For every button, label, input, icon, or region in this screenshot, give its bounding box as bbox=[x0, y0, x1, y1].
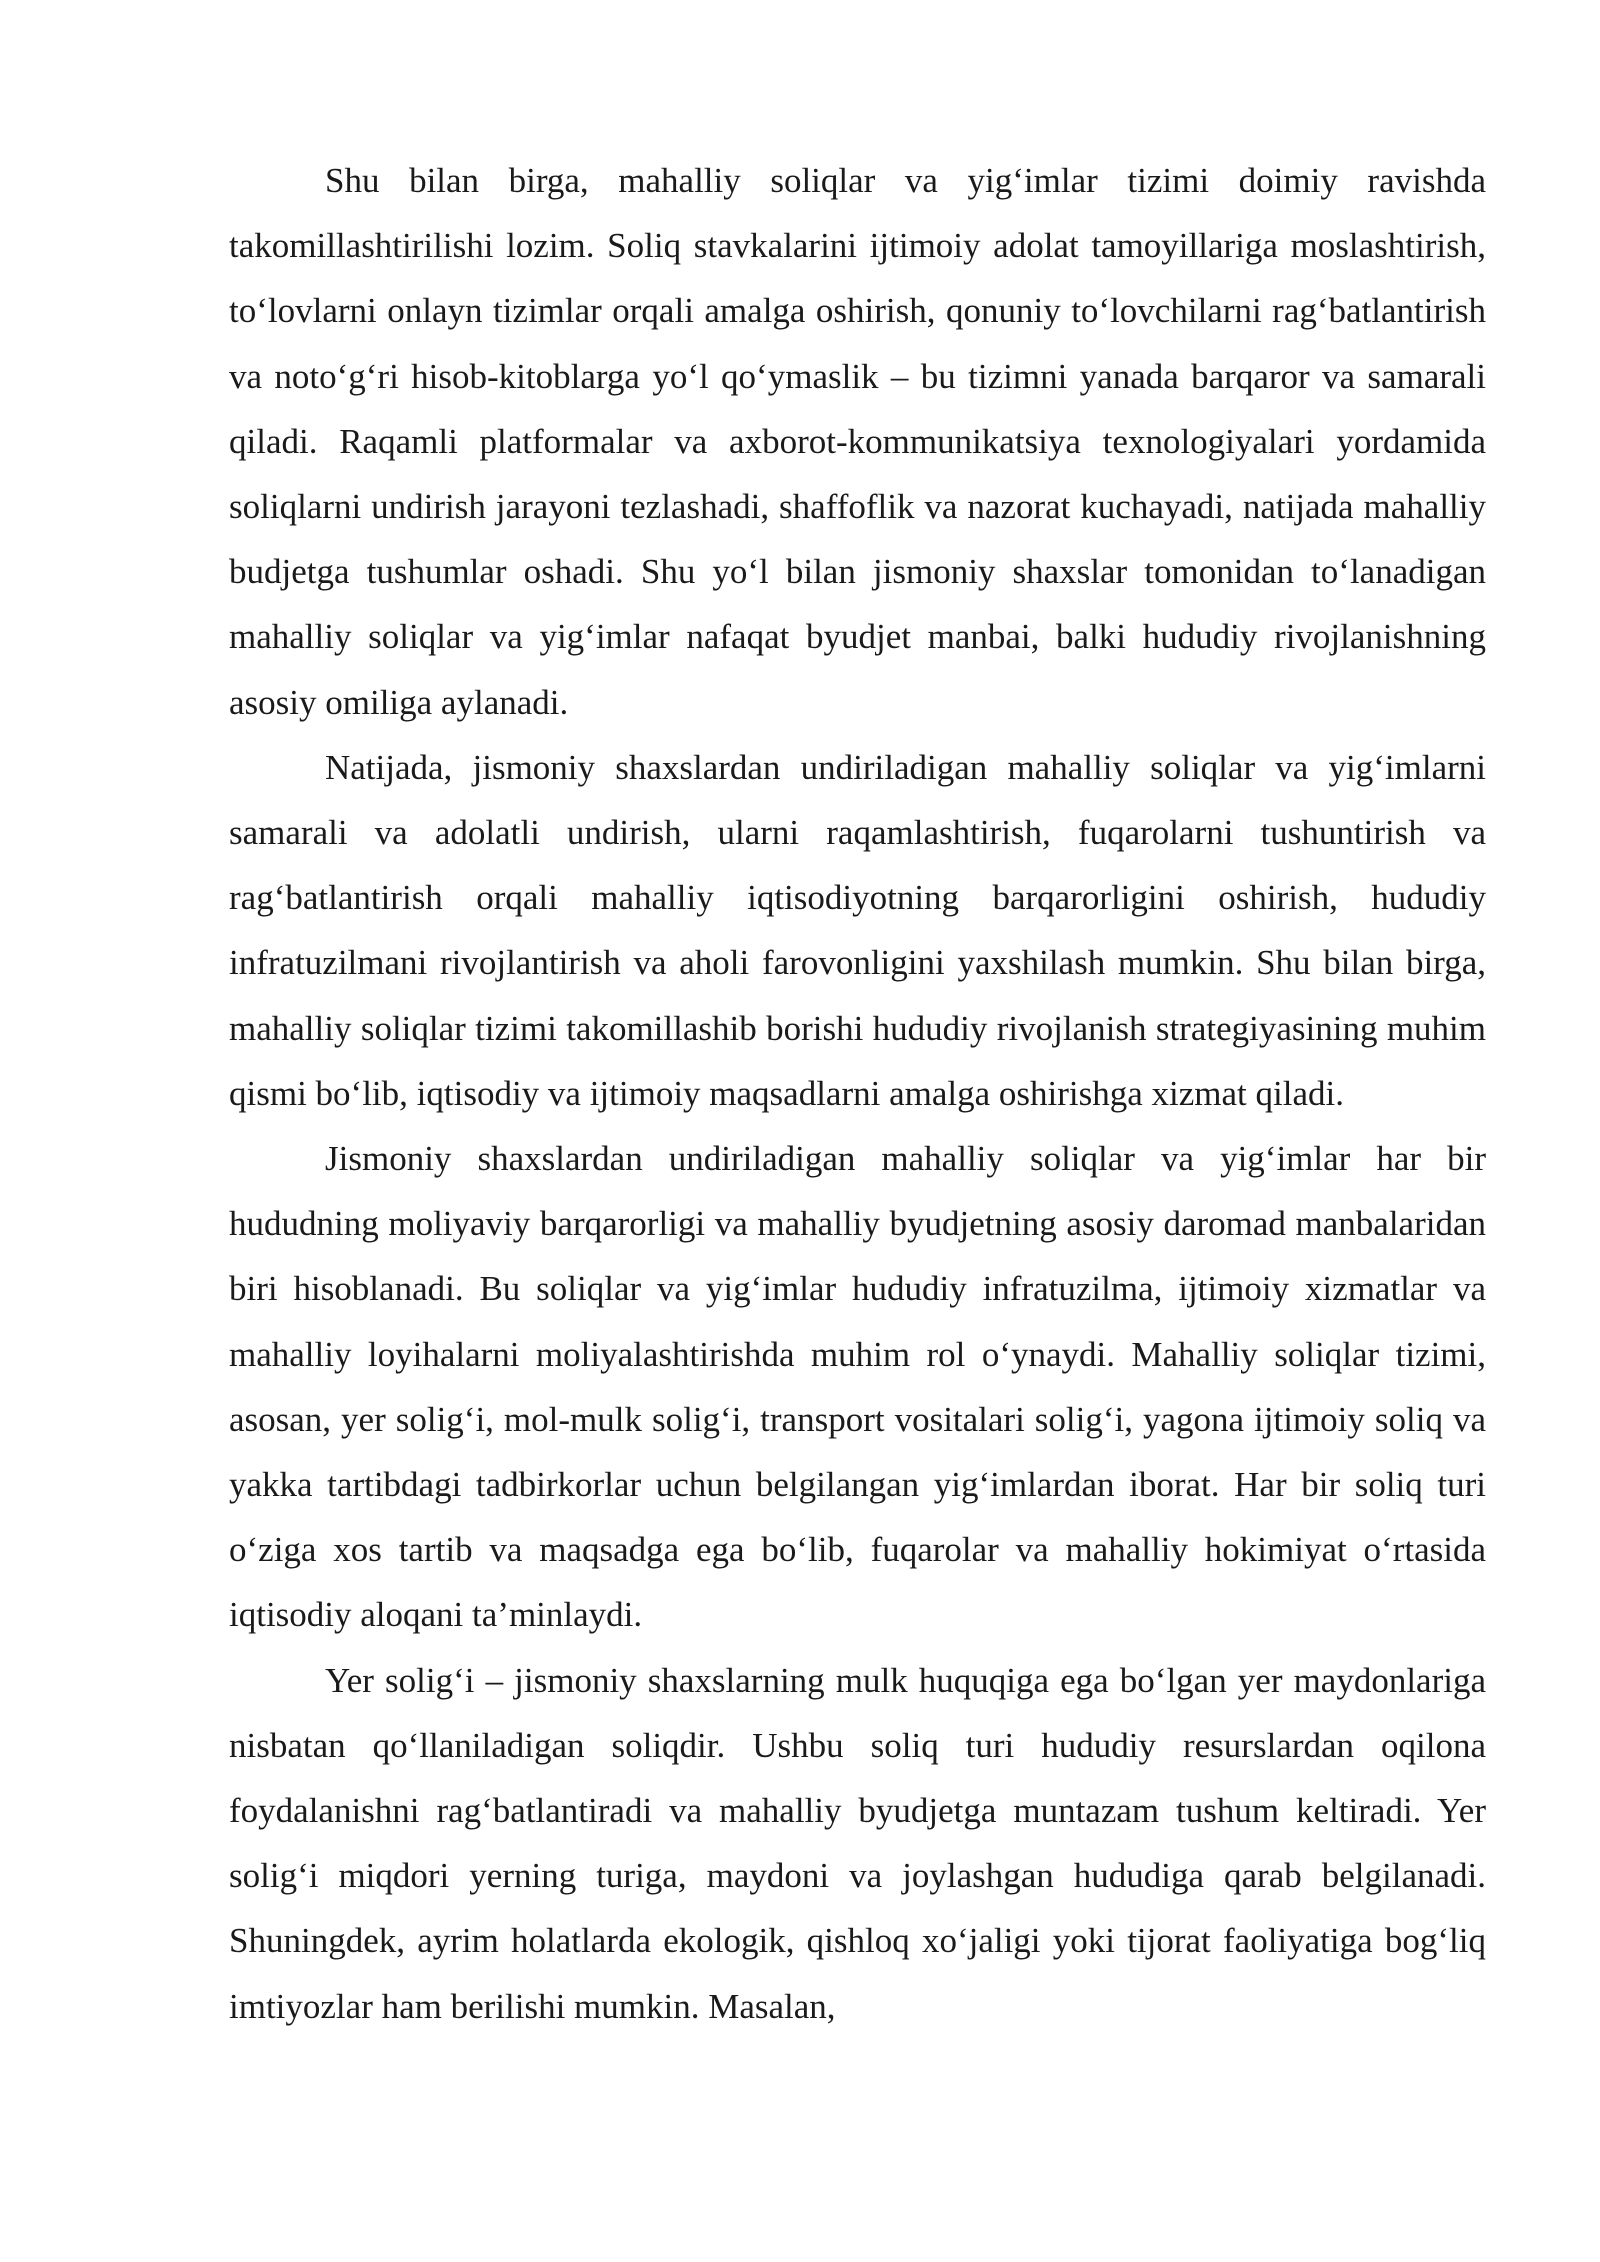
paragraph: Natijada, jismoniy shaxslardan undiriladigan mahalliy soliqlar va yig‘imlarni samarali va adolatli undirish, ularni raqamlashtirish, fuqarolarni tushuntirish va rag‘batlantirish orqali mahalliy iqtisodiyotning barqarorligini oshirish, hududiy infratuzilmani rivojlantirish va aholi farovonligini yaxshilash mumkin. Shu bilan birga, mahalliy soliqlar tizimi takomillashib borishi hududiy rivojlanish strategiyasining muhim qismi bo‘lib, iqtisodiy va ijtimoiy maqsadlarni amalga oshirishga xizmat qiladi. bbox=[229, 747, 1486, 1113]
paragraph: Jismoniy shaxslardan undiriladigan mahalliy soliqlar va yig‘imlar har bir hududning moliyaviy barqarorligi va mahalliy byudjetning asosiy daromad manbalaridan biri hisoblanadi. Bu soliqlar va yig‘imlar hududiy infratuzilma, ijtimoiy xizmatlar va mahalliy loyihalarni moliyalashtirishda muhim rol o‘ynaydi. Mahalliy soliqlar tizimi, asosan, yer solig‘i, mol-mulk solig‘i, transport vositalari solig‘i, yagona ijtimoiy soliq va yakka tartibdagi tadbirkorlar uchun belgilangan yig‘imlardan iborat. Har bir soliq turi o‘ziga xos tartib va maqsadga ega bo‘lib, fuqarolar va mahalliy hokimiyat o‘rtasida iqtisodiy aloqani ta’minlaydi. bbox=[229, 1139, 1486, 1635]
document-body bbox=[229, 148, 1486, 2039]
paragraph: Yer solig‘i – jismoniy shaxslarning mulk huquqiga ega bo‘lgan yer maydonlariga nisbatan qo‘llaniladigan soliqdir. Ushbu soliq turi hududiy resurslardan oqilona foydalanishni rag‘batlantiradi va mahalliy byudjetga muntazam tushum keltiradi. Yer solig‘i miqdori yerning turiga, maydoni va joylashgan hududiga qarab belgilanadi. Shuningdek, ayrim holatlarda ekologik, qishloq xo‘jaligi yoki tijorat faoliyatiga bog‘liq imtiyozlar ham berilishi mumkin. Masalan, bbox=[229, 1660, 1486, 2026]
paragraph: Shu bilan birga, mahalliy soliqlar va yig‘imlar tizimi doimiy ravishda takomillashtirilishi lozim. Soliq stavkalarini ijtimoiy adolat tamoyillariga moslashtirish, to‘lovlarni onlayn tizimlar orqali amalga oshirish, qonuniy to‘lovchilarni rag‘batlantirish va noto‘g‘ri hisob-kitoblarga yo‘l qo‘ymaslik – bu tizimni yanada barqaror va samarali qiladi. Raqamli platformalar va axborot-kommunikatsiya texnologiyalari yordamida soliqlarni undirish jarayoni tezlashadi, shaffoflik va nazorat kuchayadi, natijada mahalliy budjetga tushumlar oshadi. Shu yo‘l bilan jismoniy shaxslar tomonidan to‘lanadigan mahalliy soliqlar va yig‘imlar nafaqat byudjet manbai, balki hududiy rivojlanishning asosiy omiliga aylanadi. bbox=[229, 161, 1486, 722]
